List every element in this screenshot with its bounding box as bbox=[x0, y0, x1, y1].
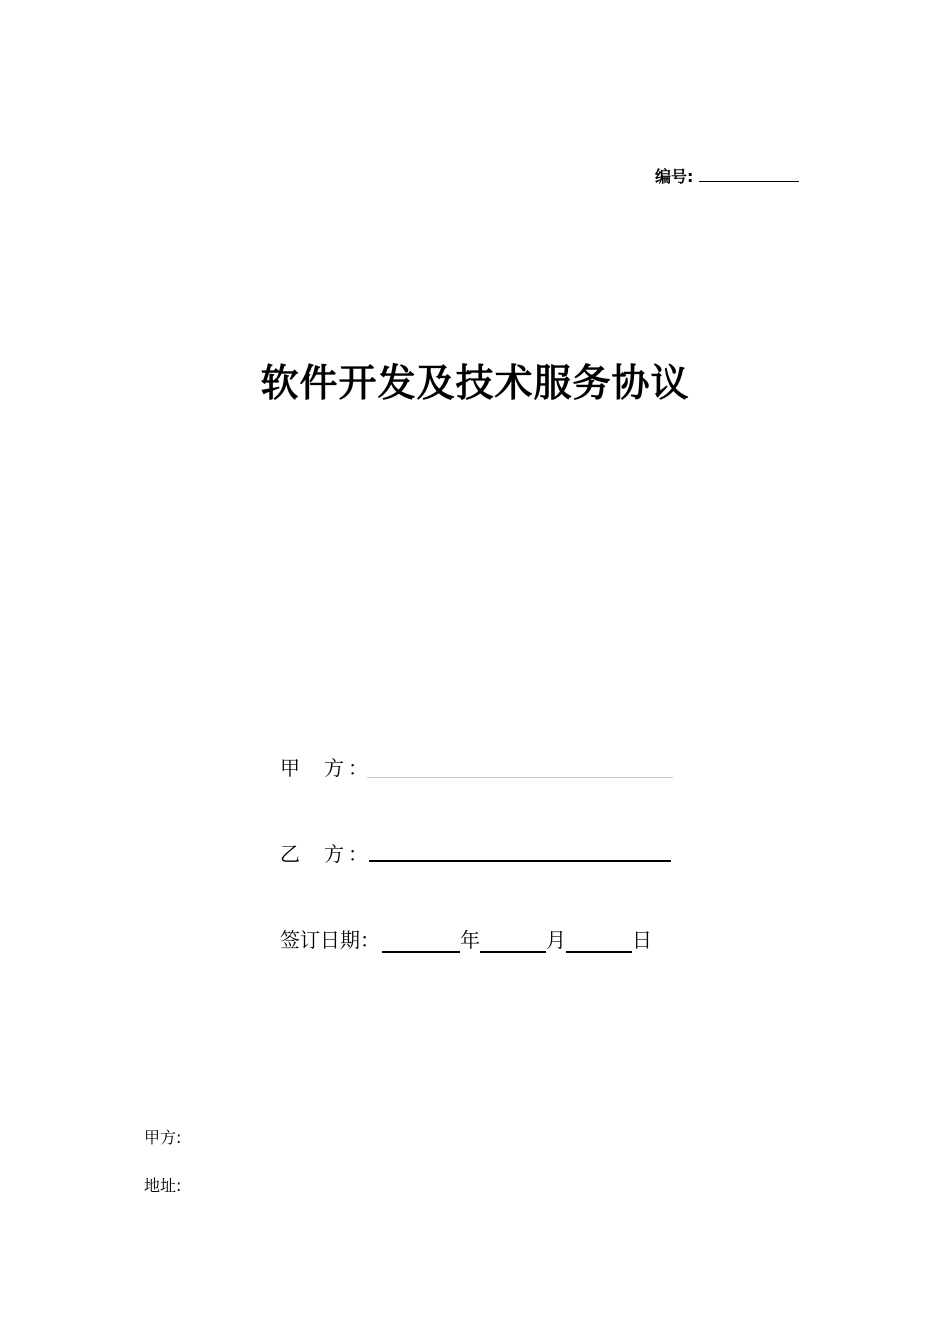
footer-address-label: 地址: bbox=[144, 1176, 182, 1195]
month-blank-line bbox=[480, 931, 546, 953]
document-title: 软件开发及技术服务协议 bbox=[260, 360, 690, 405]
day-label: 日 bbox=[632, 928, 652, 952]
party-b-blank-line bbox=[369, 840, 671, 862]
party-a-colon: ： bbox=[348, 756, 368, 780]
sign-date-label: 签订日期： bbox=[280, 928, 380, 952]
year-label: 年 bbox=[460, 928, 480, 952]
party-b-label bbox=[280, 838, 368, 866]
footer-party-a-label: 甲方: bbox=[144, 1128, 182, 1147]
party-a-row bbox=[280, 752, 673, 780]
serial-blank-line bbox=[699, 164, 799, 182]
party-a-char1: 甲 bbox=[280, 756, 300, 780]
sign-date-row bbox=[280, 924, 652, 953]
party-b-colon: ： bbox=[348, 842, 368, 866]
party-a-blank-line bbox=[367, 757, 673, 778]
party-a-char2: 方 bbox=[324, 756, 344, 780]
year-blank-line bbox=[382, 931, 460, 953]
party-b-row bbox=[280, 838, 671, 866]
month-label: 月 bbox=[546, 928, 566, 952]
serial-label: 编号: bbox=[655, 167, 694, 186]
party-a-label bbox=[280, 752, 368, 780]
party-b-char2: 方 bbox=[324, 842, 344, 866]
serial-number bbox=[655, 164, 799, 187]
day-blank-line bbox=[566, 931, 632, 953]
party-b-char1: 乙 bbox=[280, 842, 300, 866]
